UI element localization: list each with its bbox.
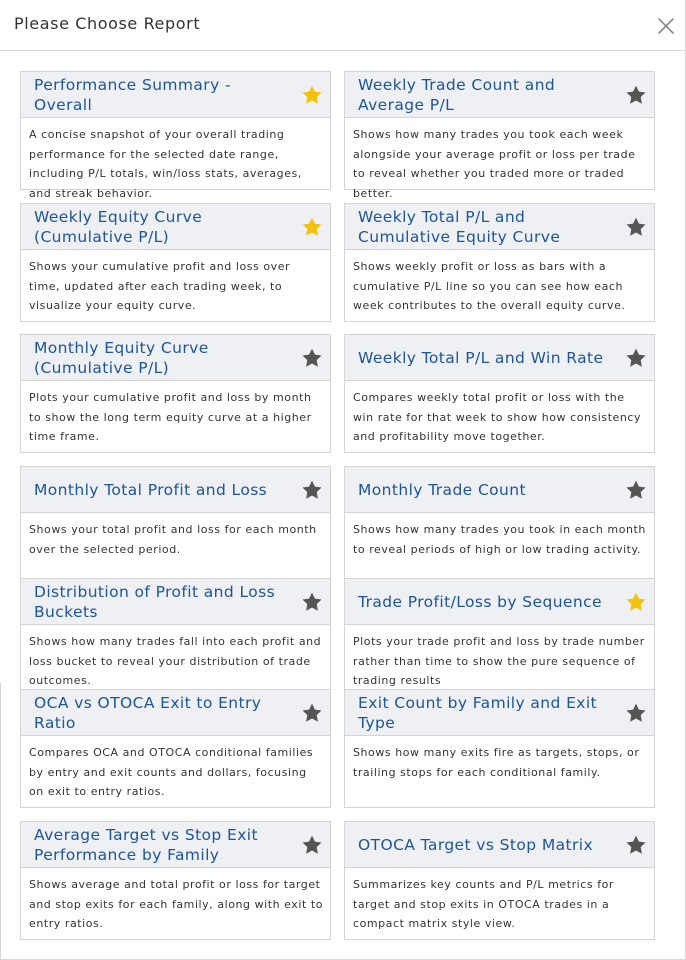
report-title[interactable]: Weekly Trade Count and Average P/L: [358, 75, 556, 114]
favorite-star-button[interactable]: [301, 702, 323, 724]
report-description: Shows your total profit and loss for each month over the selected period.: [29, 523, 317, 556]
report-title[interactable]: Performance Summary - Overall: [34, 75, 231, 114]
report-title[interactable]: Exit Count by Family and Exit Type: [358, 693, 598, 732]
dialog-header: [0, 0, 686, 51]
report-card[interactable]: [344, 689, 655, 808]
star-icon: [625, 479, 647, 501]
report-card-header: [345, 467, 654, 513]
report-description: Plots your cumulative profit and loss by month to show the long term equity curve at a higher time frame.: [29, 391, 312, 444]
report-description: Shows how many exits fire as targets, stops, or trailing stops for each conditional family.: [353, 746, 640, 779]
star-icon: [301, 479, 323, 501]
report-description: Shows weekly profit or loss as bars with a cumulative P/L line so you can see how each week contributes to the overall equity curve.: [353, 260, 626, 313]
report-title[interactable]: Weekly Total P/L and Cumulative Equity Curve: [358, 207, 561, 246]
favorite-star-button[interactable]: [625, 84, 647, 106]
favorite-star-button[interactable]: [625, 216, 647, 238]
star-icon: [625, 347, 647, 369]
report-card[interactable]: [344, 578, 655, 697]
favorite-star-button[interactable]: [625, 591, 647, 613]
report-description: Shows how many trades fall into each profit and loss bucket to reveal your distribution of trade outcomes.: [29, 635, 322, 688]
report-card-header: [21, 690, 330, 736]
dialog-title: Please Choose Report: [14, 14, 201, 33]
report-title[interactable]: Monthly Trade Count: [358, 480, 526, 499]
report-card[interactable]: [20, 466, 331, 585]
report-card[interactable]: [20, 821, 331, 940]
star-icon: [301, 702, 323, 724]
report-title[interactable]: Average Target vs Stop Exit Performance by Family: [34, 825, 258, 864]
report-description: Shows how many trades you took in each month to reveal periods of high or low trading activity.: [353, 523, 646, 556]
report-card[interactable]: [344, 203, 655, 322]
favorite-star-button[interactable]: [301, 84, 323, 106]
report-description: Compares OCA and OTOCA conditional families by entry and exit counts and dollars, focusing on exit to entry ratios.: [29, 746, 314, 799]
report-card-header: [21, 72, 330, 118]
star-icon: [625, 702, 647, 724]
report-card-header: [21, 204, 330, 250]
favorite-star-button[interactable]: [301, 834, 323, 856]
report-title[interactable]: Distribution of Profit and Loss Buckets: [34, 582, 276, 621]
close-icon: [655, 15, 677, 37]
report-card-header: [345, 204, 654, 250]
report-description: A concise snapshot of your overall trading performance for the selected date range, including P/L totals, win/loss stats, averages, and streak behavior.: [29, 128, 302, 200]
report-card-header: [345, 690, 654, 736]
report-card-header: [345, 579, 654, 625]
report-card[interactable]: [20, 578, 331, 697]
report-card[interactable]: [344, 71, 655, 200]
report-title[interactable]: Monthly Total Profit and Loss: [34, 480, 268, 499]
report-card-header: [21, 467, 330, 513]
report-card-header: [345, 72, 654, 118]
close-button[interactable]: [655, 15, 677, 37]
report-title[interactable]: OTOCA Target vs Stop Matrix: [358, 835, 594, 854]
favorite-star-button[interactable]: [301, 347, 323, 369]
favorite-star-button[interactable]: [625, 702, 647, 724]
star-icon: [301, 84, 323, 106]
favorite-star-button[interactable]: [301, 216, 323, 238]
report-card-header: [345, 822, 654, 868]
report-card[interactable]: [20, 203, 331, 322]
star-icon: [301, 216, 323, 238]
report-description: Shows how many trades you took each week alongside your average profit or loss per trade to reveal whether you traded more or traded better.: [353, 128, 636, 200]
report-title[interactable]: OCA vs OTOCA Exit to Entry Ratio: [34, 693, 262, 732]
star-icon: [625, 84, 647, 106]
report-title[interactable]: Monthly Equity Curve (Cumulative P/L): [34, 338, 209, 377]
report-card[interactable]: [20, 71, 331, 200]
report-card[interactable]: [344, 466, 655, 585]
report-title[interactable]: Weekly Total P/L and Win Rate: [358, 348, 604, 367]
report-title[interactable]: Weekly Equity Curve (Cumulative P/L): [34, 207, 203, 246]
report-card[interactable]: [20, 689, 331, 808]
report-description: Compares weekly total profit or loss with the win rate for that week to show how consistency and profitability move together.: [353, 391, 642, 444]
star-icon: [301, 347, 323, 369]
favorite-star-button[interactable]: [625, 834, 647, 856]
report-description: Shows your cumulative profit and loss over time, updated after each trading week, to visualize your equity curve.: [29, 260, 291, 313]
star-icon: [625, 834, 647, 856]
star-icon: [625, 591, 647, 613]
report-description: Plots your trade profit and loss by trade number rather than time to show the pure sequence of trading results: [353, 635, 645, 688]
report-card[interactable]: [20, 334, 331, 453]
report-card[interactable]: [344, 821, 655, 940]
report-card-header: [21, 822, 330, 868]
star-icon: [301, 591, 323, 613]
report-card[interactable]: [344, 334, 655, 453]
favorite-star-button[interactable]: [301, 591, 323, 613]
report-description: Summarizes key counts and P/L metrics for target and stop exits in OTOCA trades in a compact matrix style view.: [353, 878, 614, 931]
report-title[interactable]: Trade Profit/Loss by Sequence: [358, 592, 602, 611]
report-card-header: [21, 335, 330, 381]
star-icon: [625, 216, 647, 238]
star-icon: [301, 834, 323, 856]
favorite-star-button[interactable]: [301, 479, 323, 501]
favorite-star-button[interactable]: [625, 347, 647, 369]
report-card-header: [345, 335, 654, 381]
report-card-header: [21, 579, 330, 625]
report-description: Shows average and total profit or loss for target and stop exits for each family, along with exit to entry ratios.: [29, 878, 324, 931]
favorite-star-button[interactable]: [625, 479, 647, 501]
